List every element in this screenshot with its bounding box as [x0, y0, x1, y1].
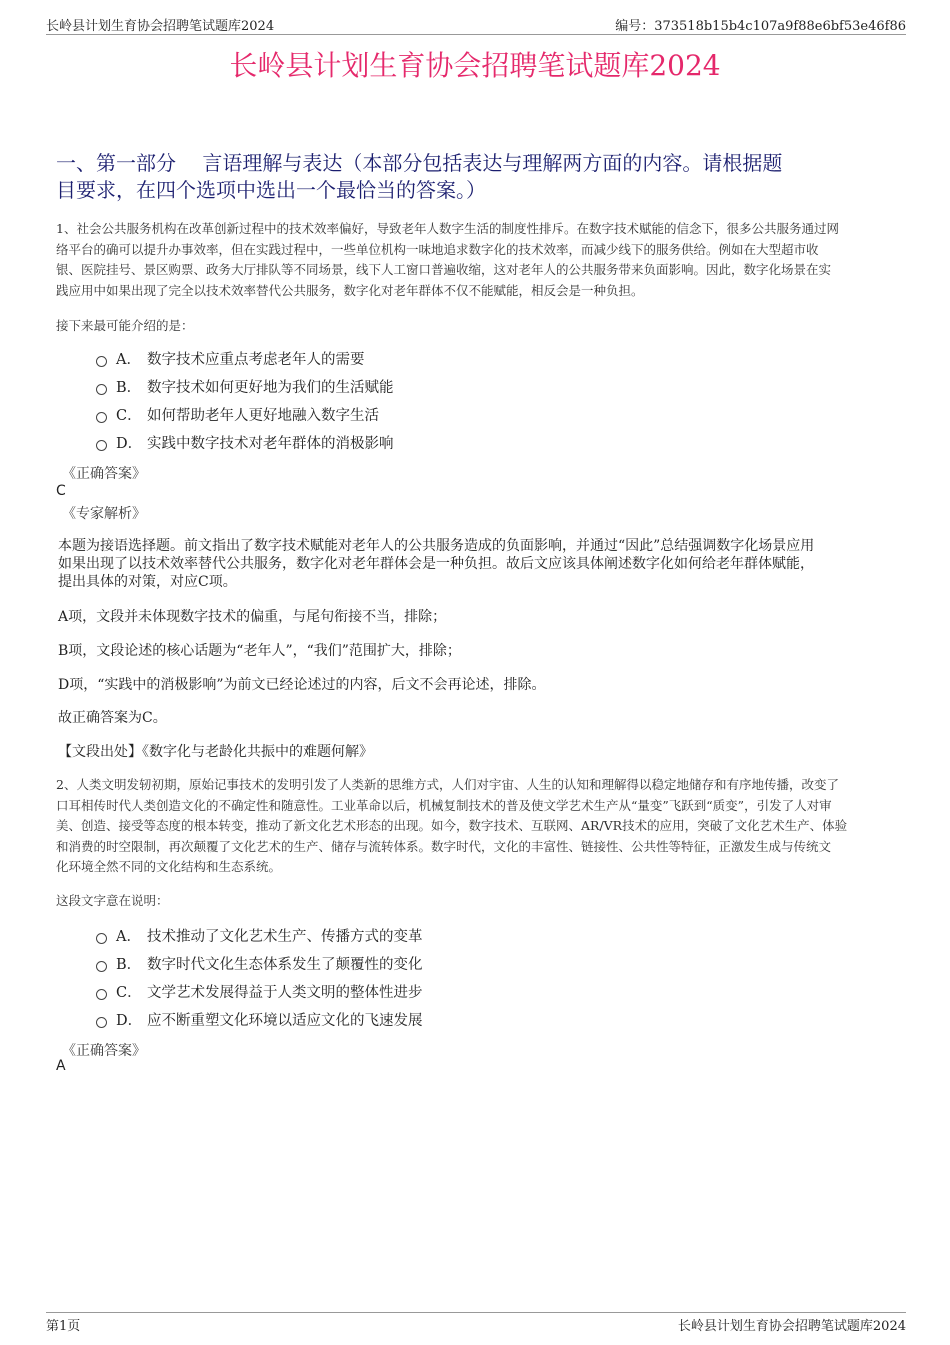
- radio-icon[interactable]: [96, 412, 107, 423]
- option-text: 数字技术如何更好地为我们的生活赋能: [147, 379, 394, 396]
- analysis-line: 提出具体的对策，对应C项。: [58, 574, 237, 590]
- question-1-prompt: 接下来最可能介绍的是：: [56, 318, 194, 333]
- footer-doc-title: 长岭县计划生育协会招聘笔试题库2024: [677, 1319, 906, 1334]
- option-letter: C．: [116, 407, 142, 424]
- page-header: [46, 14, 906, 35]
- page-footer: [46, 1312, 906, 1334]
- radio-icon[interactable]: [96, 356, 107, 367]
- radio-icon[interactable]: [96, 933, 107, 944]
- section-heading: [56, 150, 896, 204]
- option-letter: D．: [116, 435, 143, 452]
- question-1-option-a[interactable]: [96, 348, 365, 368]
- question-2-option-b[interactable]: [96, 953, 423, 973]
- passage-line: 口耳相传时代人类创造文化的不确定性和随意性。工业革命以后，机械复制技术的普及使文学艺术生产从“量变”飞跃到“质变”，引发了人对审: [56, 797, 832, 813]
- option-letter: D．: [116, 1012, 143, 1029]
- option-text: 文学艺术发展得益于人类文明的整体性进步: [147, 984, 423, 1001]
- question-1-answer-label: 《正确答案》: [62, 466, 146, 482]
- question-2-passage: [56, 775, 901, 878]
- question-2-option-d[interactable]: [96, 1009, 423, 1029]
- passage-line: 化环境全然不同的文化结构和生态系统。: [56, 859, 282, 874]
- passage-line: 银、医院挂号、景区购票、政务大厅排队等不同场景，线下人工窗口普遍收缩，这对老年人的公共服务带来负面影响。因此，数字化场景在实: [56, 262, 832, 277]
- radio-icon[interactable]: [96, 440, 107, 451]
- radio-icon[interactable]: [96, 961, 107, 972]
- section-heading-line: 一、第一部分 言语理解与表达（本部分包括表达与理解两方面的内容。请根据题: [56, 151, 783, 175]
- footer-page-number: 第1页: [46, 1319, 81, 1334]
- option-text: 如何帮助老年人更好地融入数字生活: [147, 407, 379, 424]
- question-1-reason-b: B项，文段论述的核心话题为“老年人”，“我们”范围扩大，排除；: [58, 643, 461, 659]
- option-text: 技术推动了文化艺术生产、传播方式的变革: [147, 928, 423, 945]
- option-letter: C．: [116, 984, 142, 1001]
- question-1-analysis-label: 《专家解析》: [62, 506, 146, 522]
- passage-line: 络平台的确可以提升办事效率，但在实践过程中，一些单位机构一味地追求数字化的技术效率，而减少线下的服务供给。例如在大型超市收: [56, 241, 819, 257]
- section-heading-line: 目要求，在四个选项中选出一个最恰当的答案。）: [56, 178, 486, 202]
- passage-line: 1、社会公共服务机构在改革创新过程中的技术效率偏好，导致老年人数字生活的制度性排斥。在数字技术赋能的信念下，很多公共服务通过网: [56, 221, 839, 236]
- question-1-option-c[interactable]: [96, 404, 379, 424]
- passage-line: 践应用中如果出现了完全以技术效率替代公共服务，数字化对老年群体不仅不能赋能，相反会是一种负担。: [56, 282, 644, 298]
- question-2-answer-label: 《正确答案》: [62, 1043, 146, 1059]
- analysis-line: 本题为接语选择题。前文指出了数字技术赋能对老年人的公共服务造成的负面影响，并通过“因此”总结强调数字化场景应用: [58, 538, 815, 554]
- passage-line: 2、人类文明发轫初期，原始记事技术的发明引发了人类新的思维方式，人们对宇宙、人生的认知和理解得以稳定地储存和有序地传播，改变了: [56, 777, 839, 792]
- question-1-reason-a: A项，文段并未体现数字技术的偏重，与尾句衔接不当，排除；: [58, 609, 447, 625]
- question-1-analysis: [58, 537, 888, 591]
- option-text: 数字时代文化生态体系发生了颠覆性的变化: [147, 956, 423, 973]
- option-letter: A．: [116, 351, 141, 368]
- question-2-option-a[interactable]: [96, 925, 423, 945]
- passage-line: 和消费的时空限制，再次颠覆了文化艺术的生产、储存与流转体系。数字时代，文化的丰富性、链接性、公共性等特征，正激发生成与传统文: [56, 838, 832, 854]
- question-1-answer: C: [56, 483, 66, 499]
- question-1-option-b[interactable]: [96, 376, 394, 396]
- radio-icon[interactable]: [96, 1017, 107, 1028]
- option-letter: A．: [116, 928, 141, 945]
- header-doc-title: 长岭县计划生育协会招聘笔试题库2024: [46, 19, 275, 34]
- question-1-reason-d: D项，“实践中的消极影响”为前文已经论述过的内容，后文不会再论述，排除。: [58, 677, 546, 693]
- question-1-source: 【文段出处】《数字化与老龄化共振中的难题何解》: [58, 744, 373, 760]
- option-text: 实践中数字技术对老年群体的消极影响: [147, 435, 394, 452]
- option-letter: B．: [116, 956, 142, 973]
- question-2-option-c[interactable]: [96, 981, 423, 1001]
- analysis-line: 如果出现了以技术效率替代公共服务，数字化对老年群体会是一种负担。故后文应该具体阐述数字化如何给老年群体赋能，: [58, 556, 814, 572]
- option-letter: B．: [116, 379, 142, 396]
- question-1-conclusion: 故正确答案为C。: [58, 710, 167, 726]
- radio-icon[interactable]: [96, 989, 107, 1000]
- radio-icon[interactable]: [96, 384, 107, 395]
- passage-line: 美、创造、接受等态度的根本转变，推动了新文化艺术形态的出现。如今，数字技术、互联网、AR/VR技术的应用，突破了文化艺术生产、体验: [56, 818, 848, 833]
- option-text: 数字技术应重点考虑老年人的需要: [147, 351, 365, 368]
- question-2-answer: A: [56, 1058, 66, 1074]
- question-1-option-d[interactable]: [96, 432, 394, 452]
- header-doc-id: 编号：373518b15b4c107a9f88e6bf53e46f86: [615, 19, 906, 34]
- page-title: 长岭县计划生育协会招聘笔试题库2024: [229, 49, 721, 82]
- question-1-passage: [56, 219, 901, 301]
- option-text: 应不断重塑文化环境以适应文化的飞速发展: [147, 1012, 423, 1029]
- question-2-prompt: 这段文字意在说明：: [56, 893, 169, 908]
